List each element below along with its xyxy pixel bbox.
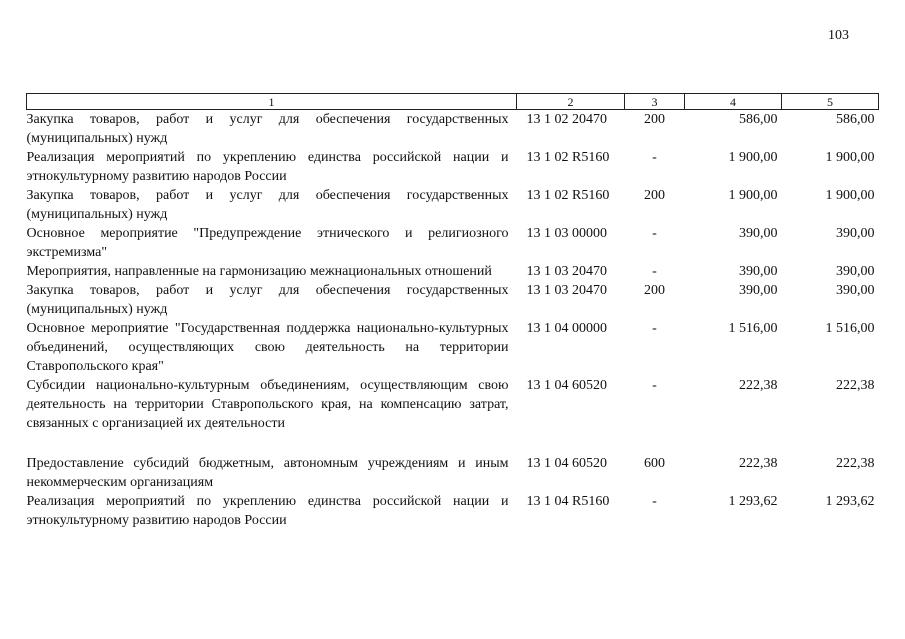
row-name: Закупка товаров, работ и услуг для обеспечения государственных (муниципальных) нужд: [26, 112, 509, 146]
table-row: [27, 319, 879, 376]
row-value-2: 222,38: [836, 456, 875, 471]
row-type: -: [652, 321, 657, 336]
table-row: [27, 224, 879, 262]
table-row: [27, 186, 879, 224]
row-value-2: 222,38: [836, 378, 875, 393]
row-code: 13 1 04 60520: [526, 378, 607, 393]
row-value-1: 586,00: [739, 112, 778, 127]
row-name: Закупка товаров, работ и услуг для обеспечения государственных (муниципальных) нужд: [26, 283, 509, 317]
table-row: [27, 376, 879, 454]
row-value-1: 1 900,00: [728, 188, 778, 203]
row-type: -: [652, 494, 657, 509]
table-row: [27, 454, 879, 492]
row-name: Реализация мероприятий по укреплению единства российской нации и этнокультурному развитию народов России: [26, 150, 509, 184]
row-name: Предоставление субсидий бюджетным, автономным учреждениям и иным некоммерческим организациям: [26, 456, 509, 490]
row-type: 200: [644, 112, 665, 127]
row-value-1: 390,00: [739, 283, 778, 298]
table-row: [27, 262, 879, 281]
table-row: [27, 148, 879, 186]
row-type: -: [652, 150, 657, 165]
row-code: 13 1 02 20470: [526, 112, 607, 127]
row-value-1: 390,00: [739, 264, 778, 279]
budget-table: [26, 93, 879, 530]
table-header-row: [27, 94, 879, 110]
row-name: Закупка товаров, работ и услуг для обеспечения государственных (муниципальных) нужд: [26, 188, 509, 222]
row-value-2: 1 900,00: [825, 188, 875, 203]
row-name: Основное мероприятие "Государственная поддержка национально-культурных объединений, осуществляющих свою деятельность на территории Ставропольского края": [26, 321, 509, 374]
column-header-4: 4: [685, 94, 782, 110]
row-value-2: 1 293,62: [825, 494, 875, 509]
page-number: 103: [828, 28, 849, 43]
table-row: [27, 492, 879, 530]
row-type: -: [652, 378, 657, 393]
table-row: [27, 110, 879, 149]
row-code: 13 1 02 R5160: [526, 188, 610, 203]
row-value-2: 390,00: [836, 283, 875, 298]
column-header-3: 3: [625, 94, 685, 110]
row-code: 13 1 04 00000: [526, 321, 607, 336]
row-value-1: 222,38: [739, 456, 778, 471]
row-value-1: 222,38: [739, 378, 778, 393]
table-row: [27, 281, 879, 319]
row-name: Субсидии национально-культурным объединениям, осуществляющим свою деятельность на территории Ставропольского края, на компенсацию затрат, связанных с организацией их деятельности: [26, 378, 509, 431]
row-type: -: [652, 226, 657, 241]
row-name: Реализация мероприятий по укреплению единства российской нации и этнокультурному развитию народов России: [26, 494, 509, 528]
row-code: 13 1 03 20470: [526, 283, 607, 298]
row-code: 13 1 04 R5160: [526, 494, 610, 509]
row-code: 13 1 02 R5160: [526, 150, 610, 165]
row-name: Основное мероприятие "Предупреждение этнического и религиозного экстремизма": [26, 226, 509, 260]
row-name: Мероприятия, направленные на гармонизацию межнациональных отношений: [26, 264, 492, 279]
row-value-2: 390,00: [836, 264, 875, 279]
row-value-1: 390,00: [739, 226, 778, 241]
row-value-2: 586,00: [836, 112, 875, 127]
row-code: 13 1 04 60520: [526, 456, 607, 471]
row-type: 600: [644, 456, 665, 471]
row-type: 200: [644, 188, 665, 203]
column-header-1: 1: [27, 94, 517, 110]
row-value-1: 1 293,62: [728, 494, 778, 509]
row-value-2: 390,00: [836, 226, 875, 241]
row-value-1: 1 516,00: [728, 321, 778, 336]
row-value-2: 1 516,00: [825, 321, 875, 336]
row-type: -: [652, 264, 657, 279]
row-value-1: 1 900,00: [728, 150, 778, 165]
column-header-5: 5: [782, 94, 879, 110]
row-code: 13 1 03 20470: [526, 264, 607, 279]
row-code: 13 1 03 00000: [526, 226, 607, 241]
column-header-2: 2: [517, 94, 625, 110]
row-value-2: 1 900,00: [825, 150, 875, 165]
row-type: 200: [644, 283, 665, 298]
